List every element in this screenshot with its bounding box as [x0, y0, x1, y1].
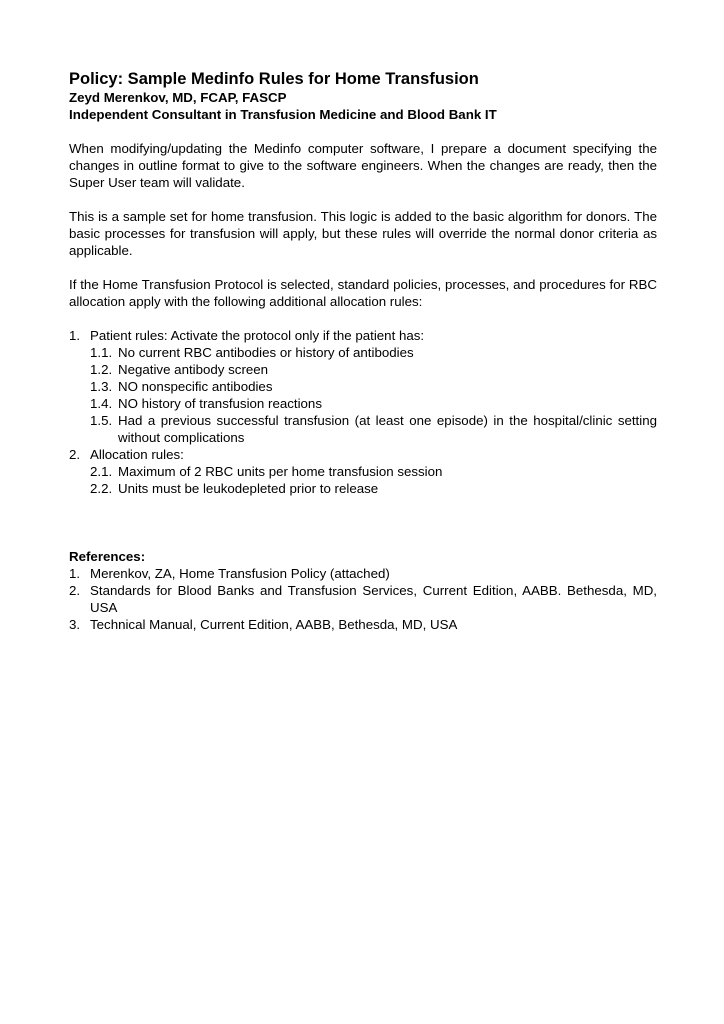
sub-rule-text: Had a previous successful transfusion (at least one episode) in the hospital/clinic setting without complications	[118, 413, 657, 445]
sub-rule-item	[90, 412, 657, 446]
sub-rule-text: Maximum of 2 RBC units per home transfusion session	[118, 464, 443, 479]
list-number: 2.	[69, 583, 81, 598]
list-number: 1.5.	[90, 413, 113, 428]
list-number: 1.4.	[90, 396, 113, 411]
list-number: 1.1.	[90, 345, 113, 360]
allocation-rules-sublist	[90, 463, 657, 497]
author-name: Zeyd Merenkov, MD, FCAP, FASCP	[69, 90, 287, 105]
list-number: 2.2.	[90, 481, 113, 496]
sub-rule-text: NO history of transfusion reactions	[118, 396, 322, 411]
reference-item	[69, 616, 657, 633]
rules-list	[69, 327, 657, 497]
patient-rules-sublist	[90, 344, 657, 446]
list-number: 2.1.	[90, 464, 113, 479]
sub-rule-text: NO nonspecific antibodies	[118, 379, 273, 394]
sub-rule-text: Units must be leukodepleted prior to release	[118, 481, 379, 496]
sub-rule-item	[90, 480, 657, 497]
list-number: 1.	[69, 566, 81, 581]
list-number: 1.	[69, 328, 81, 343]
sub-rule-item	[90, 378, 657, 395]
list-number: 1.2.	[90, 362, 113, 377]
rule-item-patient	[69, 327, 657, 446]
sub-rule-text: No current RBC antibodies or history of antibodies	[118, 345, 414, 360]
sub-rule-item	[90, 463, 657, 480]
rule-text: Allocation rules:	[90, 447, 184, 462]
list-number: 3.	[69, 617, 81, 632]
sample-description-paragraph: This is a sample set for home transfusion. This logic is added to the basic algorithm for donors. The basic processes for transfusion will apply, but these rules will override the normal donor criteria as applicable.	[69, 209, 657, 258]
sub-rule-text: Negative antibody screen	[118, 362, 269, 377]
reference-item	[69, 565, 657, 582]
rule-text: Patient rules: Activate the protocol only if the patient has:	[90, 328, 425, 343]
document-title: Policy: Sample Medinfo Rules for Home Transfusion	[69, 70, 479, 88]
reference-text: Merenkov, ZA, Home Transfusion Policy (attached)	[90, 566, 390, 581]
document-page	[69, 69, 657, 633]
sub-rule-item	[90, 344, 657, 361]
list-number: 1.3.	[90, 379, 113, 394]
reference-item	[69, 582, 657, 616]
reference-text: Standards for Blood Banks and Transfusion Services, Current Edition, AABB. Bethesda, MD, USA	[90, 583, 657, 615]
rule-item-allocation	[69, 446, 657, 497]
reference-text: Technical Manual, Current Edition, AABB, Bethesda, MD, USA	[90, 617, 458, 632]
references-heading: References:	[69, 549, 146, 564]
sub-rule-item	[90, 395, 657, 412]
list-number: 2.	[69, 447, 81, 462]
references-list	[69, 565, 657, 633]
intro-paragraph: When modifying/updating the Medinfo computer software, I prepare a document specifying the changes in outline format to give to the software engineers. When the changes are ready, then the Super User team will validate.	[69, 141, 657, 190]
sub-rule-item	[90, 361, 657, 378]
protocol-paragraph: If the Home Transfusion Protocol is selected, standard policies, processes, and procedures for RBC allocation apply with the following additional allocation rules:	[69, 277, 657, 309]
author-affiliation: Independent Consultant in Transfusion Medicine and Blood Bank IT	[69, 107, 497, 122]
